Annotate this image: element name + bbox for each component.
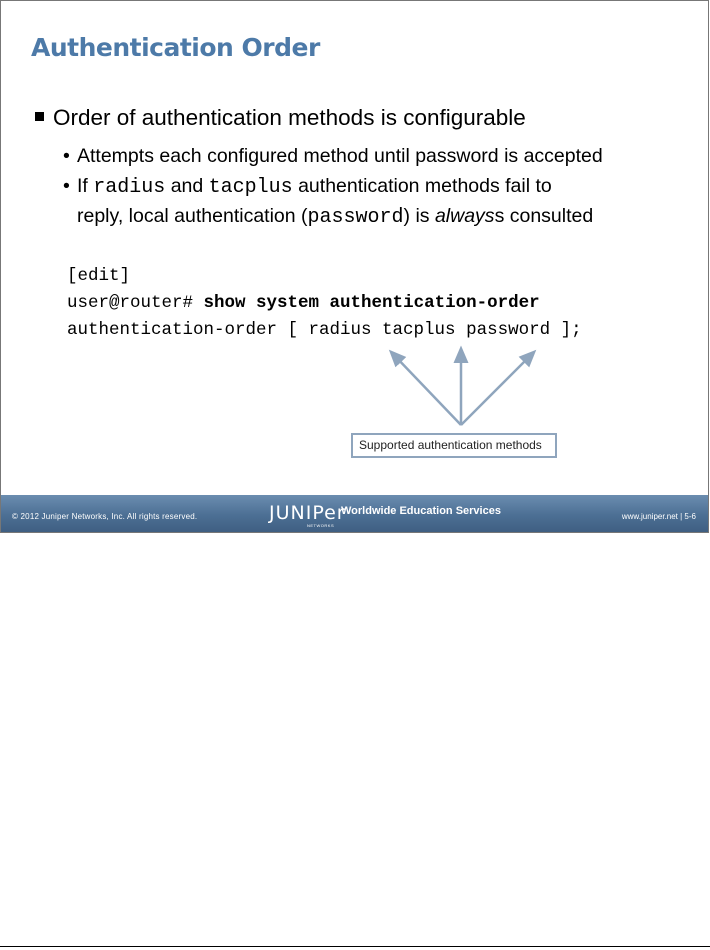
cli-line-edit: [edit] <box>67 266 131 286</box>
callout-box: Supported authentication methods <box>351 433 557 458</box>
radius-keyword: radius <box>93 176 166 199</box>
footer-tagline: Worldwide Education Services <box>341 505 501 517</box>
sub-bullet-2-text-a: If <box>77 175 94 197</box>
page-bottom-rule <box>0 946 710 947</box>
page-number: www.juniper.net | 5-6 <box>621 512 696 521</box>
password-keyword: password <box>307 206 404 229</box>
main-bullet-text: Order of authentication methods is configurable <box>53 105 526 130</box>
copyright-text: © 2012 Juniper Networks, Inc. All rights reserved. <box>12 512 198 521</box>
cli-prompt: user@router# <box>67 293 204 313</box>
slide-title: Authentication Order <box>31 33 320 62</box>
dot-bullet-icon: • <box>63 175 70 197</box>
sub-bullet-2-text-b: and <box>165 175 209 197</box>
slide-footer <box>1 495 708 532</box>
sub-bullet-1-text: Attempts each configured method until password is accepted <box>77 145 603 167</box>
tacplus-keyword: tacplus <box>208 176 293 199</box>
sub-bullet-2-text-f: s consulted <box>494 205 594 227</box>
sub-bullet-2-text-c: authentication methods fail to <box>292 175 552 197</box>
cli-command: show system authentication-order <box>203 293 540 313</box>
always-emphasis: always <box>434 205 495 227</box>
juniper-logo: JUNIPer <box>269 502 346 524</box>
arrow-to-radius <box>394 355 461 425</box>
sub-bullet-2-text-e: ) is <box>403 205 435 227</box>
sub-bullet-2-text-d: reply, local authentication ( <box>77 205 308 227</box>
cli-output-line: authentication-order [ radius tacplus password ]; <box>67 320 582 340</box>
arrow-to-password <box>461 355 531 425</box>
dot-bullet-icon: • <box>63 145 70 167</box>
juniper-logo-sub: NETWORKS <box>307 523 335 528</box>
